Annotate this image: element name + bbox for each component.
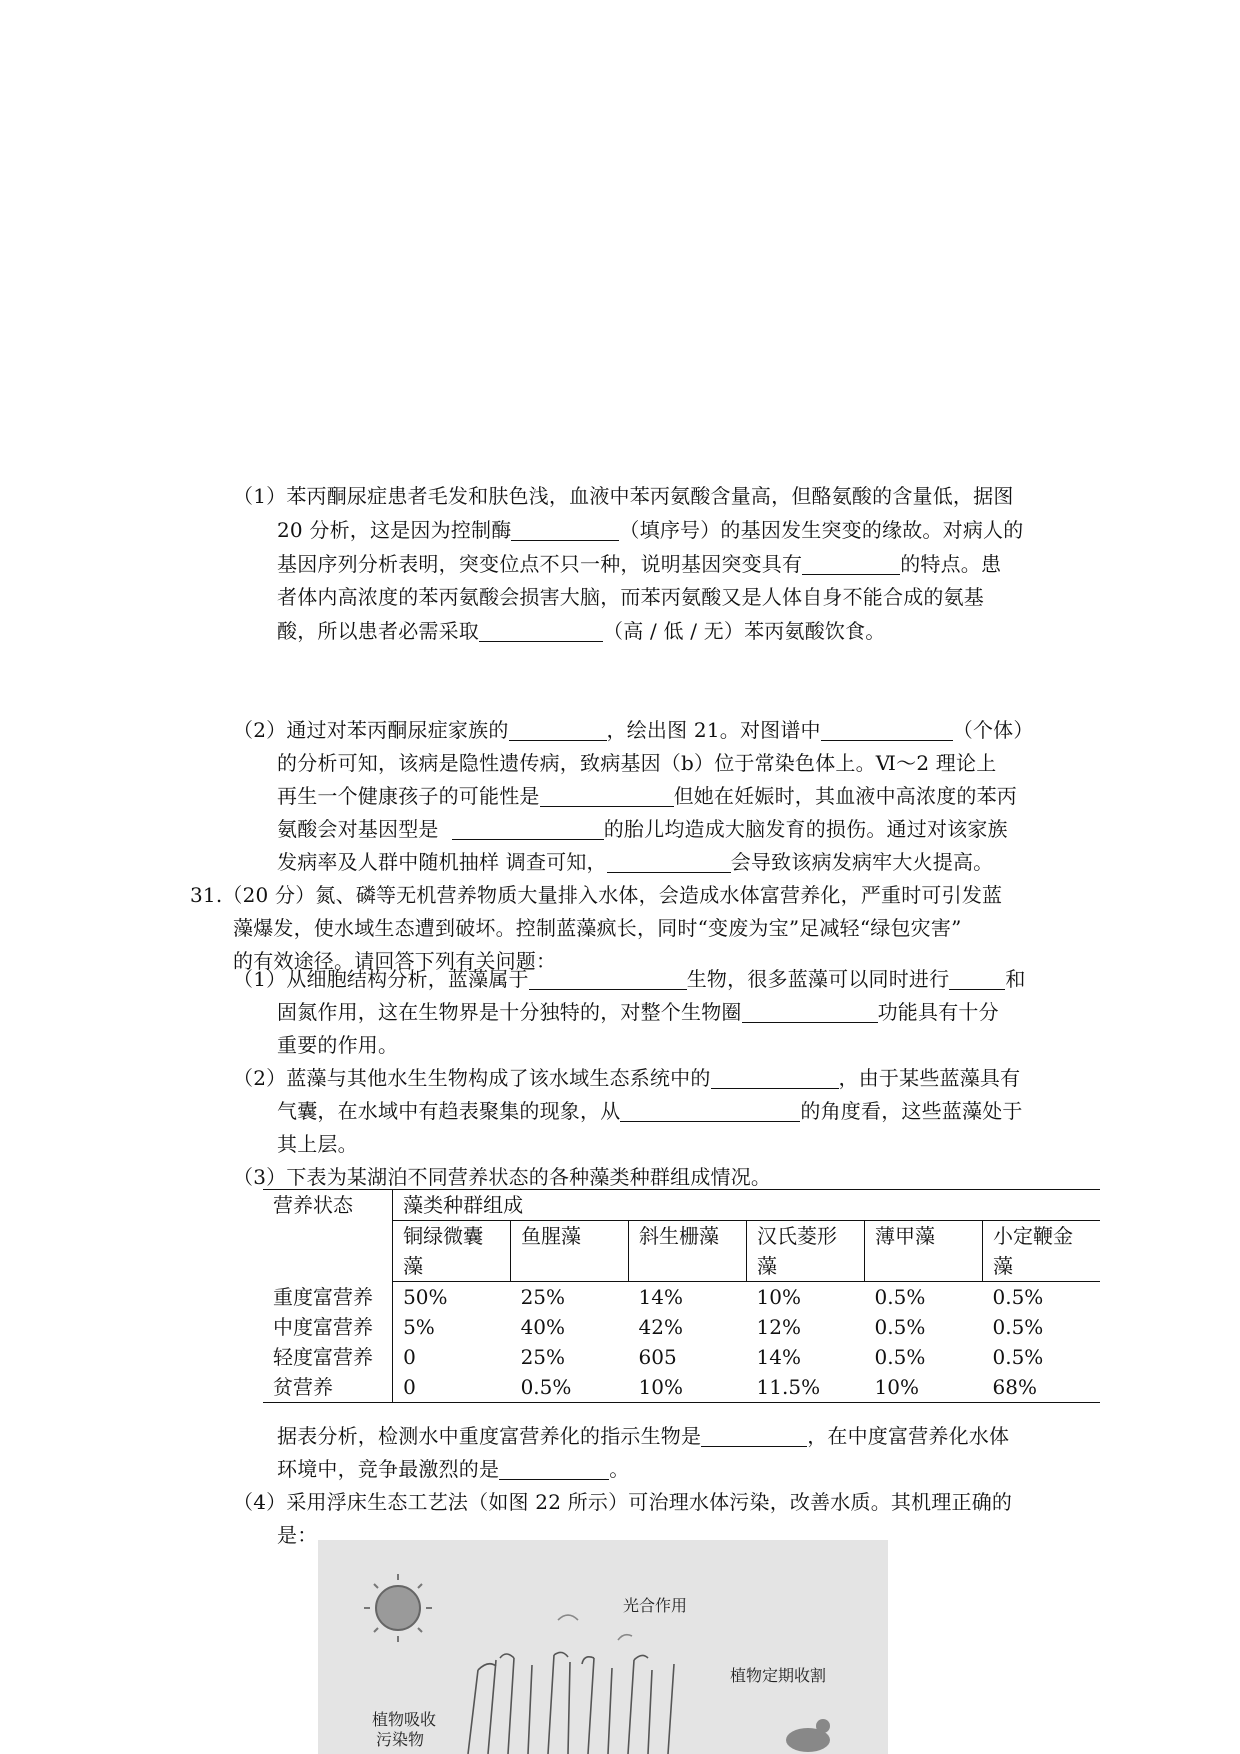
algae-table [263, 1189, 1100, 1403]
q31-intro-line3: 的有效途径。请回答下列有关问题： [233, 949, 557, 973]
table-col-header: 铜绿微囊 藻 [393, 1221, 511, 1282]
q30-p2-line5: 发病率及人群中随机抽样 调查可知， 会导致该病发病牢大火提高。 [277, 850, 994, 874]
table-col-header: 薄甲藻 [865, 1221, 983, 1282]
table-cell: 68% [983, 1372, 1101, 1403]
q31-p2-line2: 气囊，在水域中有趋表聚集的现象，从 的角度看，这些蓝藻处于 [277, 1099, 1023, 1123]
table-cell: 25% [520, 1285, 566, 1309]
answer-blank[interactable] [821, 718, 953, 741]
q31-p2-line1: （2）蓝藻与其他水生生物构成了该水域生态系统中的 ，由于某些蓝藻具有 [233, 1066, 1021, 1090]
table-cell: 5% [403, 1315, 435, 1339]
label-photosynthesis: 光合作用 [623, 1596, 688, 1615]
table-row [263, 1342, 1100, 1372]
table-cell: 10% [756, 1285, 801, 1309]
table-col-header: 汉氏菱形 藻 [747, 1221, 865, 1282]
table-cell: 40% [520, 1315, 566, 1339]
q31-p3-intro: （3）下表为某湖泊不同营养状态的各种藻类种群组成情况。 [233, 1165, 772, 1189]
q30-p1-line3: 基因序列分析表明，突变位点不只一种，说明基因突变具有 的特点。患 [277, 552, 1002, 576]
q30-p1-line2: 20 分析，这是因为控制酶 （填序号）的基因发生突变的缘故。对病人的 [277, 518, 1024, 542]
answer-blank[interactable] [479, 619, 603, 642]
table-cell: 12% [756, 1315, 801, 1339]
table-cell: 0 [393, 1372, 511, 1403]
table-cell: 0.5% [874, 1315, 926, 1339]
q31-intro-line2: 藻爆发，使水域生态遭到破坏。控制蓝藻疯长，同时“变废为宝”足减轻“绿包灾害” [233, 916, 962, 940]
q31-p1-line2: 固氮作用，这在生物界是十分独特的，对整个生物圈 功能具有十分 [277, 1000, 999, 1024]
table-cell: 0.5% [992, 1345, 1044, 1369]
table-cell: 10% [629, 1372, 747, 1403]
table-row [263, 1282, 1100, 1313]
table-row [263, 1312, 1100, 1342]
table-cell: 25% [520, 1345, 566, 1369]
row-label: 中度富营养 [263, 1312, 393, 1342]
answer-blank[interactable] [540, 784, 674, 807]
table-col-header: 斜生栅藻 [629, 1221, 747, 1282]
answer-blank[interactable] [452, 817, 604, 840]
q31-p4-line1: （4）采用浮床生态工艺法（如图 22 所示）可治理水体污染，改善水质。其机理正确的 [233, 1490, 1013, 1514]
answer-blank[interactable] [711, 1066, 839, 1089]
table-cell: 10% [865, 1372, 983, 1403]
label-absorb-2: 污染物 [376, 1730, 425, 1749]
q31-p2-line3: 其上层。 [277, 1132, 358, 1156]
q30-p1-line5: 酸，所以患者必需采取 （高 / 低 / 无）苯丙氨酸饮食。 [277, 619, 886, 643]
table-cell: 0.5% [874, 1285, 926, 1309]
table-cell: 0.5% [511, 1372, 629, 1403]
table-cell: 11.5% [747, 1372, 865, 1403]
table-col-header: 鱼腥藻 [511, 1221, 629, 1282]
answer-blank[interactable] [701, 1424, 807, 1447]
q31-p3-after-line2: 环境中，竞争最激烈的是 。 [277, 1457, 630, 1481]
answer-blank[interactable] [499, 1457, 609, 1480]
answer-blank[interactable] [509, 718, 607, 741]
q31-p1-line3: 重要的作用。 [277, 1033, 399, 1057]
table-row [263, 1372, 1100, 1403]
q31-p3-after-line1: 据表分析，检测水中重度富营养化的指示生物是 ，在中度富营养化水体 [277, 1424, 1010, 1448]
floating-bed-figure [318, 1540, 888, 1754]
q30-p2-line4: 氨酸会对基因型是 的胎儿均造成大脑发育的损伤。通过对该家族 [277, 817, 1008, 841]
q30-p2-line1: （2）通过对苯丙酮尿症家族的 ，绘出图 21。对图谱中 （个体） [233, 718, 1034, 742]
q30-p1-line4: 者体内高浓度的苯丙氨酸会损害大脑，而苯丙氨酸又是人体自身不能合成的氨基 [277, 585, 984, 609]
table-cell: 605 [638, 1345, 677, 1369]
table-cell: 42% [638, 1315, 683, 1339]
table-cell: 0 [403, 1345, 416, 1369]
answer-blank[interactable] [529, 967, 687, 990]
answer-blank[interactable] [511, 518, 619, 541]
label-absorb-1: 植物吸收 [372, 1710, 437, 1729]
row-label: 轻度富营养 [263, 1342, 393, 1372]
answer-blank[interactable] [742, 1000, 878, 1023]
answer-blank[interactable] [802, 552, 900, 575]
table-cell: 50% [403, 1285, 448, 1309]
q31-intro-line1: 31.（20 分）氮、磷等无机营养物质大量排入水体，会造成水体富营养化，严重时可引发蓝 [190, 883, 1003, 907]
q30-p2-line3: 再生一个健康孩子的可能性是 但她在妊娠时，其血液中高浓度的苯丙 [277, 784, 1018, 808]
table-cell: 0.5% [874, 1345, 926, 1369]
table-corner: 营养状态 [263, 1190, 393, 1282]
answer-blank[interactable] [607, 850, 731, 873]
q31-p1-line1: （1）从细胞结构分析，蓝藻属于 生物，很多蓝藻可以同时进行 和 [233, 967, 1026, 991]
q30-p1-line1: （1）苯丙酮尿症患者毛发和肤色浅，血液中苯丙氨酸含量高，但酪氨酸的含量低，据图 [233, 484, 1014, 508]
table-col-header: 小定鞭金 藻 [983, 1221, 1101, 1282]
table-group-header: 藻类种群组成 [393, 1190, 1100, 1221]
answer-blank[interactable] [620, 1099, 800, 1122]
table-cell: 0.5% [992, 1285, 1044, 1309]
table-cell: 14% [638, 1285, 683, 1309]
label-harvest: 植物定期收割 [730, 1666, 827, 1685]
row-label: 贫营养 [263, 1372, 393, 1403]
row-label: 重度富营养 [263, 1282, 393, 1313]
table-cell: 14% [756, 1345, 801, 1369]
q30-p2-line2: 的分析可知，该病是隐性遗传病，致病基因（b）位于常染色体上。Ⅵ～2 理论上 [277, 751, 997, 775]
answer-blank[interactable] [949, 967, 1005, 990]
table-cell: 0.5% [992, 1315, 1044, 1339]
q31-p4-line2: 是： [277, 1523, 318, 1547]
